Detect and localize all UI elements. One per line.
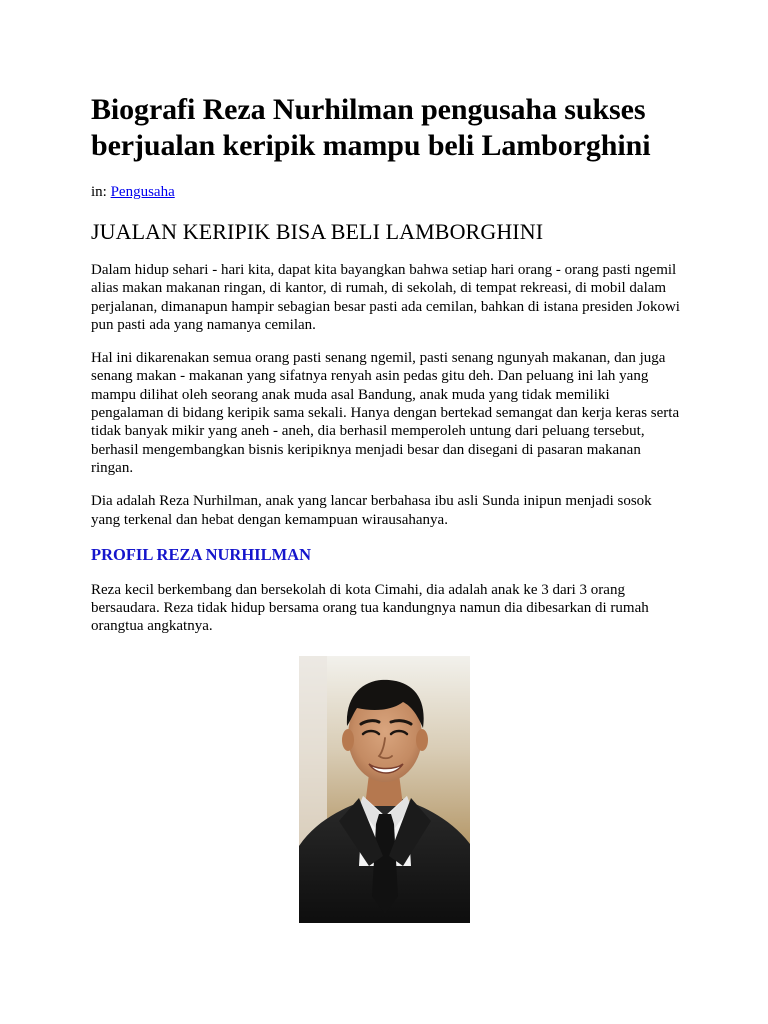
paragraph-intro-1: Dalam hidup sehari - hari kita, dapat kita bayangkan bahwa setiap hari orang - orang pasti ngemil alias makan makanan ringan, di kantor, di rumah, di sekolah, di tempat rekreasi, di mobil dalam perjalanan, dimanapun hampir sebagian besar pasti ada cemilan, bahkan di istana presiden Jokowi pun pasti ada yang namanya cemilan.: [91, 262, 680, 333]
article-title: Biografi Reza Nurhilman pengusaha sukses berjualan keripik mampu beli Lamborghini: [91, 93, 651, 162]
main-heading: JUALAN KERIPIK BISA BELI LAMBORGHINI: [91, 219, 544, 244]
category-link[interactable]: Pengusaha: [110, 184, 175, 200]
profile-heading: PROFIL REZA NURHILMAN: [91, 544, 312, 564]
category-prefix: in:: [91, 184, 107, 200]
article: [91, 92, 681, 636]
paragraph-intro-3: Dia adalah Reza Nurhilman, anak yang lancar berbahasa ibu asli Sunda inipun menjadi sosok yang terkenal dan hebat dengan kemampuan wirausahanya.: [91, 493, 652, 528]
paragraph-intro-2: Hal ini dikarenakan semua orang pasti senang ngemil, pasti senang ngunyah makanan, dan juga senang makan - makanan yang sifatnya renyah asin pedas gitu deh. Dan peluang ini lah yang mampu dilihat oleh seorang anak muda asal Bandung, anak muda yang tidak memiliki pengalaman di bidang keripik sama sekali. Hanya dengan bertekad semangat dan kerja keras serta tidak banyak mikir yang aneh - aneh, dia berhasil memperoleh untung dari peluang tersebut, berhasil mengembangkan bisnis keripiknya menjadi besar dan disegani di pasaran makanan ringan.: [91, 350, 680, 476]
category-line: [91, 182, 681, 202]
portrait-photo: [299, 656, 470, 923]
paragraph-profile: Reza kecil berkembang dan bersekolah di kota Cimahi, dia adalah anak ke 3 dari 3 orang bersaudara. Reza tidak hidup bersama orang tua kandungnya namun dia dibesarkan di rumah orangtua angkatnya.: [91, 581, 649, 635]
